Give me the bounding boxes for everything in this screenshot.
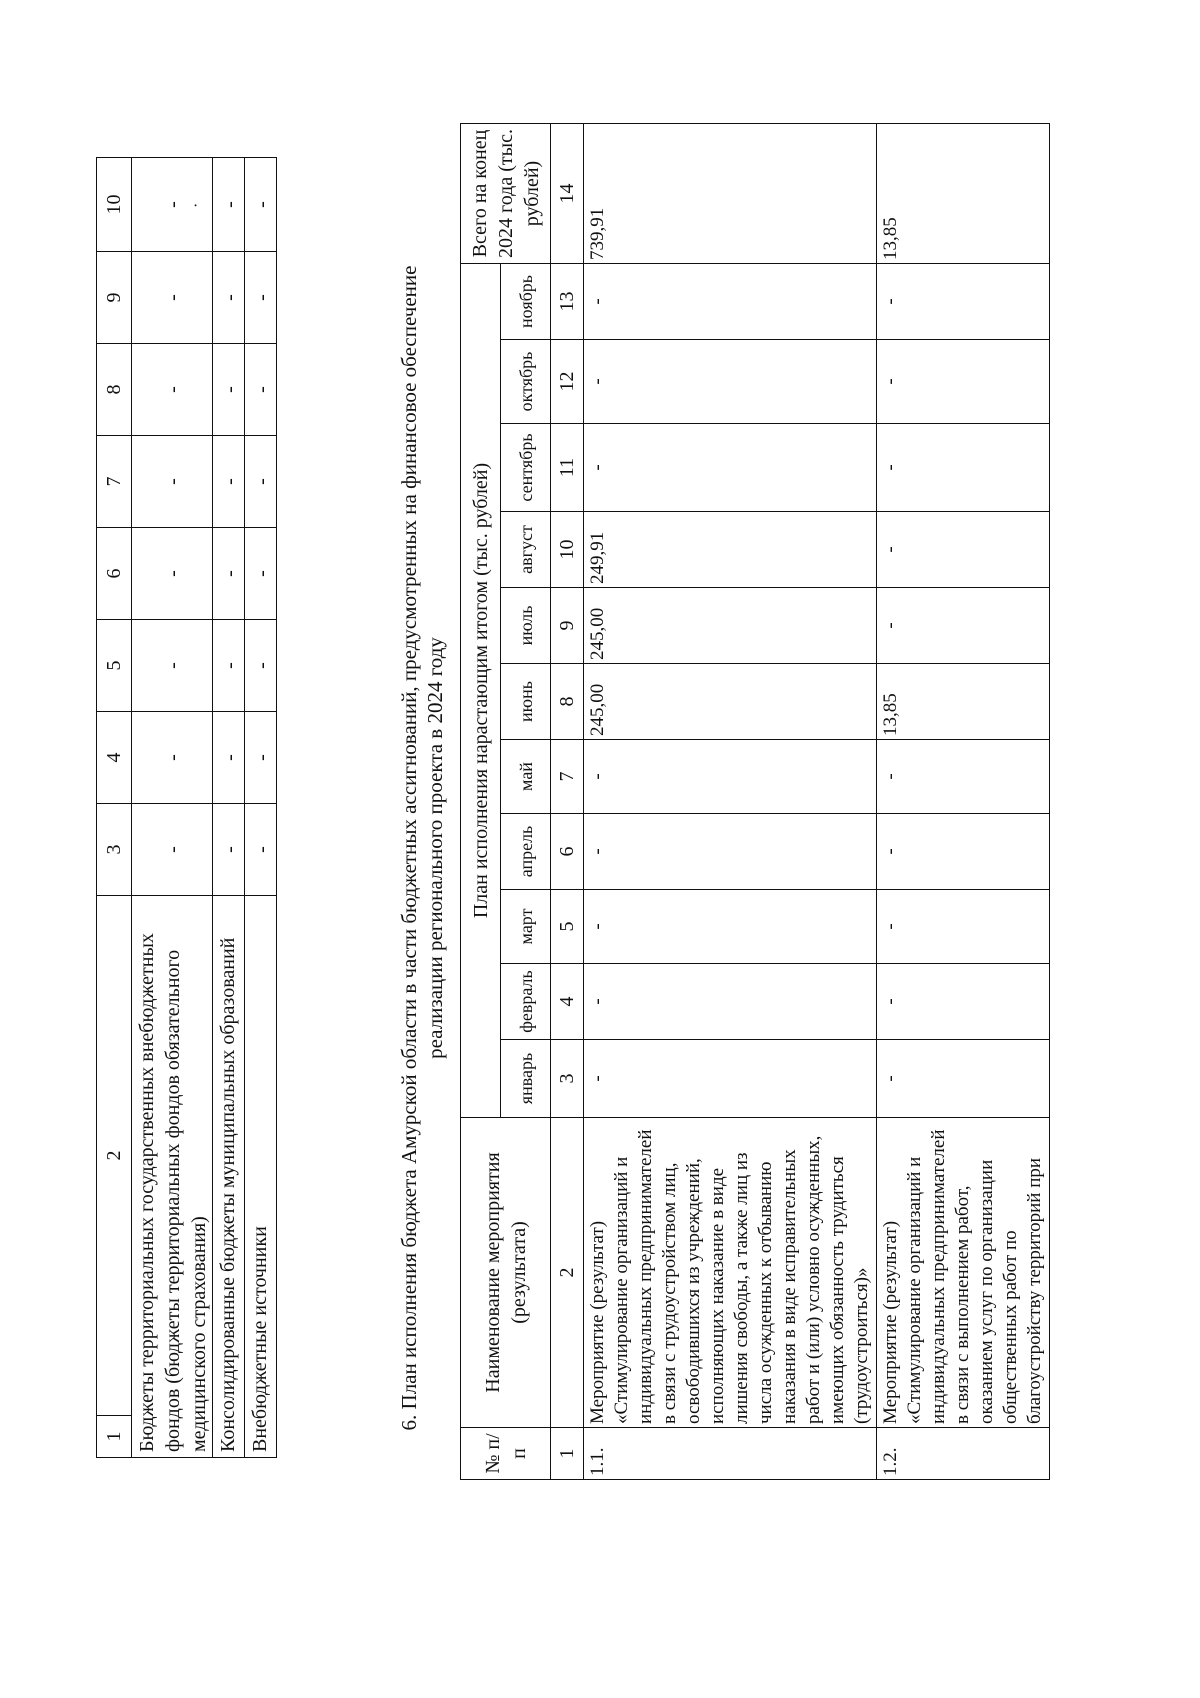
value-cell: - xyxy=(213,158,245,252)
column-number: 4 xyxy=(97,712,132,804)
total-value: 739,91 xyxy=(584,124,877,264)
column-number: 7 xyxy=(97,436,132,528)
month-header: май xyxy=(501,740,551,814)
value-cell: - xyxy=(132,712,213,804)
value-cell: - xyxy=(132,158,213,252)
month-header: февраль xyxy=(501,964,551,1040)
month-header: октябрь xyxy=(501,340,551,424)
month-value: - xyxy=(584,890,877,964)
value-cell: - xyxy=(245,804,277,896)
measure-name: Мероприятие (результат) «Стимулирование организаций и индивидуальных предпринимателей в связи с выполнением работ, оказанием услуг по организации общественных работ по благоустройству территорий при xyxy=(877,1118,1050,1428)
column-number: 12 xyxy=(551,340,584,424)
column-number: 10 xyxy=(97,158,132,252)
value-cell: - xyxy=(213,620,245,712)
table-header-row xyxy=(97,158,132,1458)
month-value: - xyxy=(877,340,1050,424)
month-value: - xyxy=(877,264,1050,340)
source-name: Внебюджетные источники xyxy=(245,896,277,1458)
month-header: март xyxy=(501,890,551,964)
month-value: - xyxy=(584,814,877,890)
column-number: 5 xyxy=(551,890,584,964)
value-cell: - xyxy=(245,712,277,804)
value-cell: - xyxy=(245,158,277,252)
month-value: - xyxy=(877,1040,1050,1118)
column-header-number: № п/п xyxy=(461,1428,551,1480)
column-number: 5 xyxy=(97,620,132,712)
month-value: - xyxy=(877,890,1050,964)
month-value: 245,00 xyxy=(584,588,877,664)
column-number: 13 xyxy=(551,264,584,340)
column-number: 10 xyxy=(551,512,584,588)
value-cell: - xyxy=(132,620,213,712)
month-value: - xyxy=(877,814,1050,890)
month-header: апрель xyxy=(501,814,551,890)
column-number: 11 xyxy=(551,424,584,512)
month-header: январь xyxy=(501,1040,551,1118)
value-cell: - xyxy=(132,804,213,896)
month-value: - xyxy=(877,588,1050,664)
month-value: - xyxy=(584,424,877,512)
column-number: 1 xyxy=(97,1416,132,1458)
column-number: 1 xyxy=(551,1428,584,1480)
section-caption xyxy=(396,158,448,1538)
column-number: 3 xyxy=(551,1040,584,1118)
total-value: 13,85 xyxy=(877,124,1050,264)
column-number: 7 xyxy=(551,740,584,814)
column-number: 9 xyxy=(97,252,132,344)
caption-line: 6. План исполнения бюджета Амурской области в части бюджетных ассигнований, предусмотренных на финансовое обеспечение xyxy=(397,265,421,1431)
page-mark: · xyxy=(188,202,205,208)
caption-line: реализации регионального проекта в 2024 году xyxy=(423,637,447,1059)
value-cell: - xyxy=(132,436,213,528)
month-header: ноябрь xyxy=(501,264,551,340)
value-cell: - xyxy=(132,252,213,344)
month-value: 245,00 xyxy=(584,664,877,740)
value-cell: - xyxy=(213,436,245,528)
column-number-row xyxy=(551,124,584,1480)
value-cell: - xyxy=(213,804,245,896)
column-number: 9 xyxy=(551,588,584,664)
value-cell: - xyxy=(213,712,245,804)
value-cell: - xyxy=(245,528,277,620)
column-header-name: Наименование мероприятия (результата) xyxy=(461,1118,551,1428)
row-number: 1.1. xyxy=(584,1428,877,1480)
column-number: 6 xyxy=(97,528,132,620)
column-number: 14 xyxy=(551,124,584,264)
month-value: - xyxy=(877,740,1050,814)
table-row xyxy=(213,158,245,1458)
month-value: 13,85 xyxy=(877,664,1050,740)
month-value: - xyxy=(877,424,1050,512)
month-value: - xyxy=(877,964,1050,1040)
month-value: - xyxy=(584,964,877,1040)
value-cell: - xyxy=(213,344,245,436)
value-cell: - xyxy=(245,436,277,528)
table-header-row xyxy=(461,124,501,1480)
month-value: - xyxy=(584,264,877,340)
column-number: 8 xyxy=(551,664,584,740)
value-cell: - xyxy=(213,252,245,344)
column-number: 6 xyxy=(551,814,584,890)
column-number: 8 xyxy=(97,344,132,436)
value-cell: - xyxy=(132,528,213,620)
column-number: 2 xyxy=(97,896,132,1416)
month-value: - xyxy=(584,340,877,424)
value-cell: - xyxy=(245,252,277,344)
column-number: 2 xyxy=(551,1118,584,1428)
column-number: 3 xyxy=(97,804,132,896)
month-value: - xyxy=(877,512,1050,588)
measure-name: Мероприятие (результат) «Стимулирование организаций и индивидуальных предпринимателей в связи с трудоустройством лиц, освободившихся из учреждений, исполняющих наказание в виде лишения свободы, а также лиц из числа осужденных к отбыванию наказания в виде исправительных работ и (или) условно осужденных, имеющих обязанность трудиться (трудоустроиться)» xyxy=(584,1118,877,1428)
column-number: 4 xyxy=(551,964,584,1040)
table-row xyxy=(245,158,277,1458)
value-cell: - xyxy=(132,344,213,436)
month-value: - xyxy=(584,740,877,814)
value-cell: - xyxy=(245,344,277,436)
column-header-plan: План исполнения нарастающим итогом (тыс. рублей) xyxy=(461,264,501,1118)
budget-plan-table xyxy=(460,123,1050,1480)
table-row xyxy=(584,124,877,1480)
funding-sources-table xyxy=(96,157,277,1458)
month-header: июль xyxy=(501,588,551,664)
table-row xyxy=(877,124,1050,1480)
month-value: 249,91 xyxy=(584,512,877,588)
value-cell: - xyxy=(245,620,277,712)
month-header: август xyxy=(501,512,551,588)
month-header: июнь xyxy=(501,664,551,740)
month-value: - xyxy=(584,1040,877,1118)
source-name: Бюджеты территориальных государственных внебюджетных фондов (бюджеты территориальных фондов обязательного медицинского страхования) xyxy=(132,896,213,1458)
row-number: 1.2. xyxy=(877,1428,1050,1480)
source-name: Консолидированные бюджеты муниципальных образований xyxy=(213,896,245,1458)
month-header: сентябрь xyxy=(501,424,551,512)
column-header-total: Всего на конец 2024 года (тыс. рублей) xyxy=(461,124,551,264)
table-row xyxy=(132,158,213,1458)
value-cell: - xyxy=(213,528,245,620)
